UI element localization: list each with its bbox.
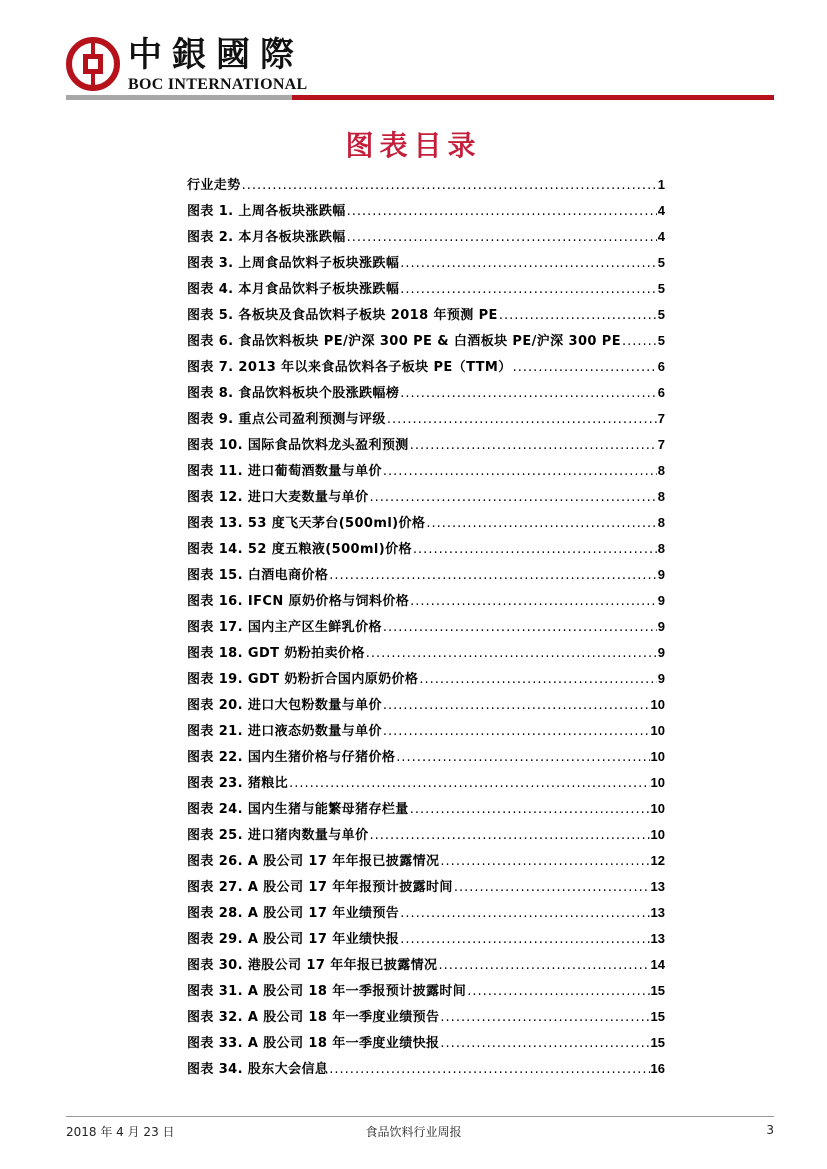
toc-entry-label: 图表 27. A 股公司 17 年年报预计披露时间 bbox=[187, 880, 453, 895]
toc-entry-label: 图表 23. 猪粮比 bbox=[187, 776, 289, 791]
toc-entry-label: 图表 15. 白酒电商价格 bbox=[187, 568, 329, 583]
toc-entry[interactable] bbox=[187, 614, 665, 640]
toc-dot-leader bbox=[383, 693, 650, 719]
toc-entry[interactable] bbox=[187, 666, 665, 692]
toc-entry-label: 图表 32. A 股公司 18 年一季度业绩预告 bbox=[187, 1010, 440, 1025]
toc-entry[interactable] bbox=[187, 978, 665, 1004]
toc-entry-page: 10 bbox=[650, 697, 665, 712]
toc-entry-page: 10 bbox=[650, 801, 665, 816]
toc-entry-page: 8 bbox=[657, 463, 665, 478]
toc-dot-leader bbox=[387, 407, 657, 433]
toc-entry-label: 图表 5. 各板块及食品饮料子板块 2018 年预测 PE bbox=[187, 308, 498, 323]
toc-dot-leader bbox=[369, 823, 649, 849]
toc-entry[interactable] bbox=[187, 354, 665, 380]
toc-entry-label: 图表 11. 进口葡萄酒数量与单价 bbox=[187, 464, 382, 479]
toc-entry[interactable] bbox=[187, 1004, 665, 1030]
toc-entry-label: 图表 14. 52 度五粮液(500ml)价格 bbox=[187, 542, 412, 557]
toc-dot-leader bbox=[513, 355, 657, 381]
toc-entry-page: 10 bbox=[650, 827, 665, 842]
boc-logo-icon bbox=[66, 37, 120, 91]
toc-entry[interactable] bbox=[187, 588, 665, 614]
toc-entry-label: 图表 16. IFCN 原奶价格与饲料价格 bbox=[187, 594, 410, 609]
toc-entry-label: 图表 3. 上周食品饮料子板块涨跌幅 bbox=[187, 256, 400, 271]
toc-entry-page: 13 bbox=[650, 931, 665, 946]
toc-dot-leader bbox=[454, 875, 650, 901]
toc-dot-leader bbox=[366, 641, 657, 667]
toc-entry-page: 9 bbox=[657, 619, 665, 634]
toc-entry[interactable] bbox=[187, 458, 665, 484]
toc-entry[interactable] bbox=[187, 926, 665, 952]
toc-entry[interactable] bbox=[187, 1056, 665, 1082]
toc-entry-label: 图表 31. A 股公司 18 年一季报预计披露时间 bbox=[187, 984, 467, 999]
toc-dot-leader bbox=[242, 173, 657, 199]
toc-dot-leader bbox=[383, 615, 657, 641]
toc-entry-label: 图表 8. 食品饮料板块个股涨跌幅榜 bbox=[187, 386, 400, 401]
toc-entry-page: 15 bbox=[650, 1009, 665, 1024]
toc-entry-label: 图表 29. A 股公司 17 年业绩快报 bbox=[187, 932, 400, 947]
header-rule-red bbox=[292, 95, 774, 100]
toc-entry[interactable] bbox=[187, 510, 665, 536]
toc-entry[interactable] bbox=[187, 276, 665, 302]
toc-entry[interactable] bbox=[187, 718, 665, 744]
toc-entry[interactable] bbox=[187, 484, 665, 510]
toc-entry-page: 8 bbox=[657, 515, 665, 530]
toc-entry-page: 5 bbox=[657, 307, 665, 322]
page-header bbox=[0, 0, 827, 105]
toc-entry-page: 5 bbox=[657, 255, 665, 270]
toc-entry[interactable] bbox=[187, 536, 665, 562]
toc-dot-leader bbox=[400, 381, 657, 407]
toc-entry-page: 9 bbox=[657, 567, 665, 582]
toc-dot-leader bbox=[622, 329, 657, 355]
toc-entry-label: 图表 25. 进口猪肉数量与单价 bbox=[187, 828, 369, 843]
toc-dot-leader bbox=[400, 927, 649, 953]
toc-entry-page: 6 bbox=[657, 359, 665, 374]
toc-entry[interactable] bbox=[187, 380, 665, 406]
toc-dot-leader bbox=[410, 433, 657, 459]
toc-entry-label: 图表 6. 食品饮料板块 PE/沪深 300 PE & 白酒板块 PE/沪深 300 PE bbox=[187, 334, 621, 349]
toc-entry-label: 图表 28. A 股公司 17 年业绩预告 bbox=[187, 906, 400, 921]
toc-dot-leader bbox=[289, 771, 649, 797]
toc-entry-page: 9 bbox=[657, 671, 665, 686]
toc-entry-page: 15 bbox=[650, 983, 665, 998]
toc-dot-leader bbox=[329, 563, 656, 589]
toc-dot-leader bbox=[419, 667, 656, 693]
table-of-figures bbox=[187, 172, 665, 1082]
toc-entry-label: 图表 12. 进口大麦数量与单价 bbox=[187, 490, 369, 505]
toc-entry-page: 12 bbox=[650, 853, 665, 868]
toc-entry-label: 图表 4. 本月食品饮料子板块涨跌幅 bbox=[187, 282, 400, 297]
toc-entry[interactable] bbox=[187, 952, 665, 978]
toc-entry-page: 7 bbox=[657, 437, 665, 452]
toc-entry-page: 4 bbox=[657, 229, 665, 244]
toc-dot-leader bbox=[413, 537, 657, 563]
toc-entry-page: 13 bbox=[650, 879, 665, 894]
toc-entry-page: 7 bbox=[657, 411, 665, 426]
toc-entry-page: 1 bbox=[657, 177, 665, 192]
toc-dot-leader bbox=[467, 979, 649, 1005]
toc-entry[interactable] bbox=[187, 562, 665, 588]
footer-page-number: 3 bbox=[766, 1123, 774, 1137]
toc-entry-label: 图表 2. 本月各板块涨跌幅 bbox=[187, 230, 346, 245]
toc-dot-leader bbox=[400, 901, 649, 927]
toc-entry-label: 图表 17. 国内主产区生鲜乳价格 bbox=[187, 620, 382, 635]
toc-entry-page: 16 bbox=[650, 1061, 665, 1076]
toc-entry-page: 6 bbox=[657, 385, 665, 400]
toc-dot-leader bbox=[383, 459, 657, 485]
toc-entry[interactable] bbox=[187, 432, 665, 458]
toc-entry-label: 图表 1. 上周各板块涨跌幅 bbox=[187, 204, 346, 219]
toc-dot-leader bbox=[410, 797, 650, 823]
toc-dot-leader bbox=[426, 511, 656, 537]
toc-dot-leader bbox=[400, 251, 657, 277]
toc-dot-leader bbox=[400, 277, 657, 303]
toc-entry-page: 15 bbox=[650, 1035, 665, 1050]
toc-entry-page: 9 bbox=[657, 645, 665, 660]
toc-entry-page: 13 bbox=[650, 905, 665, 920]
toc-entry-page: 10 bbox=[650, 749, 665, 764]
toc-entry-page: 10 bbox=[650, 775, 665, 790]
toc-entry-label: 图表 20. 进口大包粉数量与单价 bbox=[187, 698, 382, 713]
toc-entry[interactable] bbox=[187, 250, 665, 276]
toc-dot-leader bbox=[396, 745, 649, 771]
toc-entry-label: 图表 33. A 股公司 18 年一季度业绩快报 bbox=[187, 1036, 440, 1051]
toc-entry-page: 8 bbox=[657, 541, 665, 556]
toc-entry[interactable] bbox=[187, 224, 665, 250]
toc-entry-page: 14 bbox=[650, 957, 665, 972]
toc-entry[interactable] bbox=[187, 692, 665, 718]
toc-entry[interactable] bbox=[187, 796, 665, 822]
logo-english-name: BOC INTERNATIONAL bbox=[128, 76, 308, 93]
toc-entry-label: 图表 22. 国内生猪价格与仔猪价格 bbox=[187, 750, 396, 765]
header-rule-gray bbox=[66, 95, 292, 100]
toc-entry-label: 图表 26. A 股公司 17 年年报已披露情况 bbox=[187, 854, 440, 869]
toc-entry-label: 图表 7. 2013 年以来食品饮料各子板块 PE（TTM） bbox=[187, 360, 512, 375]
footer-report-name: 食品饮料行业周报 bbox=[365, 1125, 462, 1139]
toc-dot-leader bbox=[383, 719, 650, 745]
toc-dot-leader bbox=[438, 953, 649, 979]
toc-entry[interactable] bbox=[187, 328, 665, 354]
toc-entry-page: 10 bbox=[650, 723, 665, 738]
toc-entry-label: 图表 19. GDT 奶粉折合国内原奶价格 bbox=[187, 672, 419, 687]
toc-entry[interactable] bbox=[187, 848, 665, 874]
toc-entry-label: 图表 24. 国内生猪与能繁母猪存栏量 bbox=[187, 802, 409, 817]
footer-date: 2018 年 4 月 23 日 bbox=[66, 1125, 175, 1139]
toc-entry[interactable] bbox=[187, 1030, 665, 1056]
toc-entry-label: 图表 21. 进口液态奶数量与单价 bbox=[187, 724, 382, 739]
toc-entry[interactable] bbox=[187, 640, 665, 666]
toc-dot-leader bbox=[329, 1057, 649, 1083]
toc-dot-leader bbox=[369, 485, 656, 511]
toc-entry[interactable] bbox=[187, 744, 665, 770]
toc-entry-label: 图表 30. 港股公司 17 年年报已披露情况 bbox=[187, 958, 438, 973]
toc-entry-label: 图表 13. 53 度飞天茅台(500ml)价格 bbox=[187, 516, 426, 531]
toc-entry[interactable] bbox=[187, 874, 665, 900]
toc-entry-label: 图表 9. 重点公司盈利预测与评级 bbox=[187, 412, 386, 427]
toc-entry[interactable] bbox=[187, 822, 665, 848]
toc-dot-leader bbox=[347, 199, 657, 225]
toc-entry-page: 8 bbox=[657, 489, 665, 504]
toc-entry[interactable] bbox=[187, 302, 665, 328]
toc-entry-page: 4 bbox=[657, 203, 665, 218]
toc-dot-leader bbox=[499, 303, 657, 329]
toc-entry-page: 5 bbox=[657, 333, 665, 348]
toc-entry[interactable] bbox=[187, 406, 665, 432]
toc-dot-leader bbox=[347, 225, 657, 251]
page-title: 图表目录 bbox=[345, 129, 482, 162]
toc-entry-page: 5 bbox=[657, 281, 665, 296]
toc-entry-label: 图表 34. 股东大会信息 bbox=[187, 1062, 329, 1077]
toc-entry-label: 图表 18. GDT 奶粉拍卖价格 bbox=[187, 646, 365, 661]
toc-dot-leader bbox=[440, 849, 649, 875]
toc-dot-leader bbox=[440, 1005, 649, 1031]
logo-chinese-name: 中銀國際 bbox=[128, 35, 304, 75]
toc-entry[interactable] bbox=[187, 900, 665, 926]
toc-entry[interactable] bbox=[187, 770, 665, 796]
toc-entry[interactable] bbox=[187, 172, 665, 198]
toc-dot-leader bbox=[440, 1031, 649, 1057]
toc-entry-label: 图表 10. 国际食品饮料龙头盈利预测 bbox=[187, 438, 409, 453]
toc-entry-label: 行业走势 bbox=[187, 178, 241, 193]
toc-dot-leader bbox=[410, 589, 657, 615]
toc-entry-page: 9 bbox=[657, 593, 665, 608]
footer-rule bbox=[66, 1116, 774, 1117]
toc-entry[interactable] bbox=[187, 198, 665, 224]
